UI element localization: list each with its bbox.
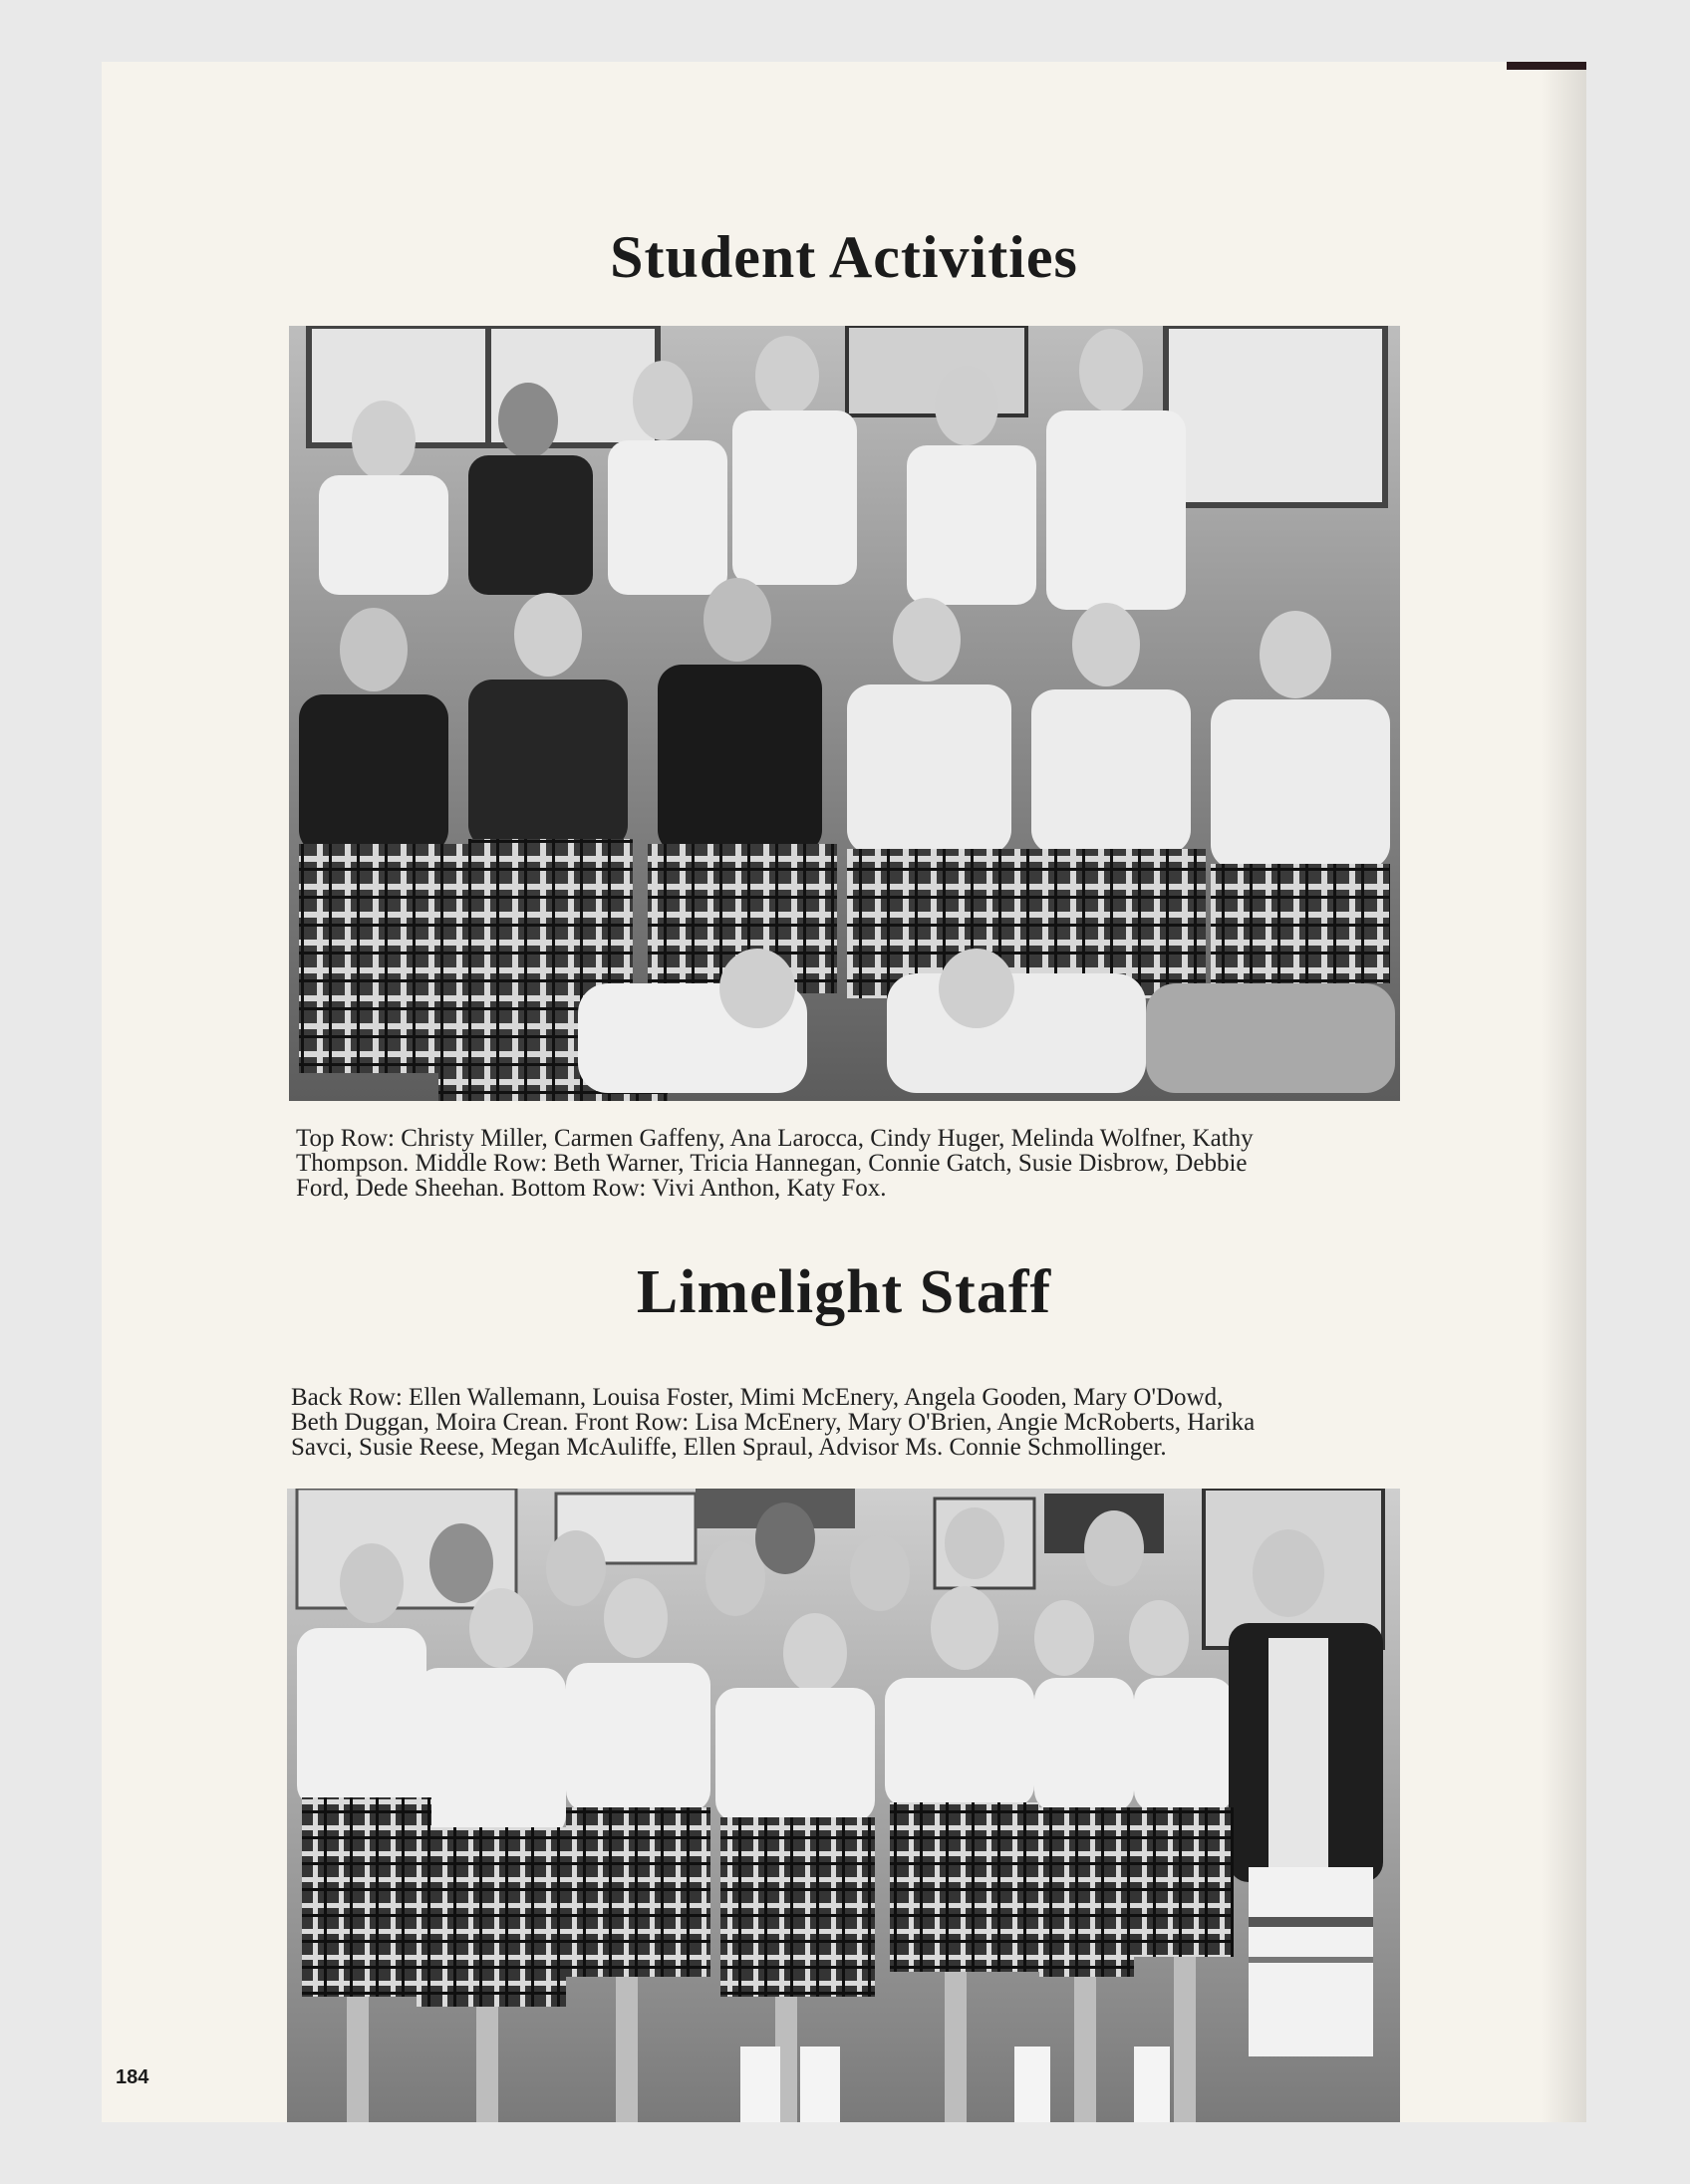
page-number: 184 xyxy=(116,2066,149,2088)
student-activities-caption xyxy=(296,1126,1412,1201)
section-title-limelight-staff: Limelight Staff xyxy=(636,1258,1052,1326)
caption-line: Beth Duggan, Moira Crean. Front Row: Lisa McEnery, Mary O'Brien, Angie McRoberts, Harika xyxy=(291,1409,1256,1436)
limelight-staff-caption xyxy=(291,1385,1397,1460)
staff-photo-illustration xyxy=(287,1489,1400,2122)
binding-edge xyxy=(1507,62,1586,70)
caption-line: Top Row: Christy Miller, Carmen Gaffeny, Ana Larocca, Cindy Huger, Melinda Wolfner, Kathy xyxy=(296,1125,1254,1152)
caption-line: Thompson. Middle Row: Beth Warner, Tricia Hannegan, Connie Gatch, Susie Disbrow, Debbie xyxy=(296,1150,1248,1177)
group-photo-illustration xyxy=(289,326,1400,1101)
caption-line: Savci, Susie Reese, Megan McAuliffe, Ellen Spraul, Advisor Ms. Connie Schmollinger. xyxy=(291,1434,1167,1461)
page-gutter-shadow xyxy=(1541,62,1586,2122)
caption-line: Ford, Dede Sheehan. Bottom Row: Vivi Anthon, Katy Fox. xyxy=(296,1175,887,1202)
limelight-staff-group-photo xyxy=(287,1489,1400,2122)
student-activities-group-photo xyxy=(289,326,1400,1101)
section-title-student-activities: Student Activities xyxy=(610,224,1078,290)
yearbook-page xyxy=(102,62,1586,2122)
caption-line: Back Row: Ellen Wallemann, Louisa Foster, Mimi McEnery, Angela Gooden, Mary O'Dowd, xyxy=(291,1384,1224,1411)
